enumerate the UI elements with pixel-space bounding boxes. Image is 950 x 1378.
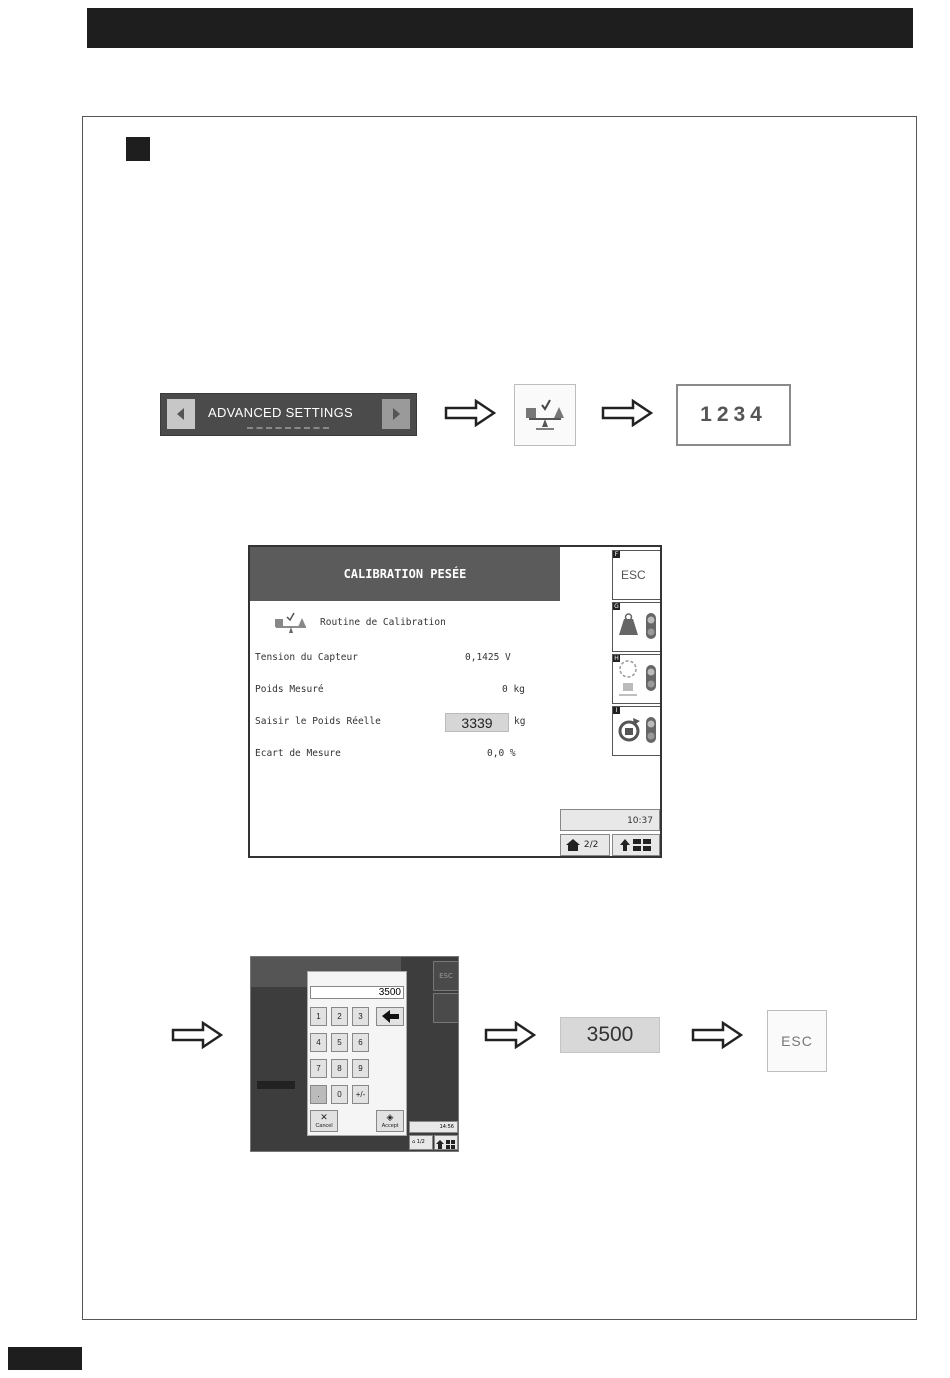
routine-label: Routine de Calibration — [320, 617, 446, 628]
keypad-menu-button[interactable] — [434, 1135, 458, 1150]
dimmed-esc: ESC — [433, 961, 459, 991]
arrow-right-icon — [444, 399, 496, 427]
advanced-settings-bar[interactable] — [160, 393, 417, 436]
row-unit: kg — [514, 716, 526, 727]
home-button[interactable] — [560, 834, 610, 856]
right-arrow-icon[interactable] — [382, 399, 410, 429]
button-tag: I — [613, 707, 620, 714]
row-value: 0,1425 V — [465, 652, 511, 663]
real-weight-input[interactable]: 3339 — [445, 713, 509, 732]
header-bar — [87, 8, 913, 48]
dimmed-input — [257, 1081, 295, 1089]
button-tag: F — [614, 551, 619, 558]
calibration-screen — [248, 545, 662, 858]
key-decimal[interactable]: . — [310, 1085, 327, 1104]
keypad-page: 1/2 — [416, 1139, 425, 1145]
calibrate-toggle-button[interactable] — [612, 706, 660, 756]
row-value: 0 kg — [502, 684, 525, 695]
key-3[interactable]: 3 — [352, 1007, 369, 1026]
key-7[interactable]: 7 — [310, 1059, 327, 1078]
page-indicator: 2/2 — [583, 840, 599, 850]
accept-icon: ◈ — [386, 1112, 394, 1122]
arrow-right-icon — [171, 1021, 223, 1049]
row-label: Poids Mesuré — [255, 684, 324, 695]
key-sign[interactable]: +/- — [352, 1085, 369, 1104]
weigh-scale-icon — [515, 385, 575, 445]
menu-grid-icon — [435, 1138, 457, 1151]
button-tag: G — [614, 603, 619, 610]
key-8[interactable]: 8 — [331, 1059, 348, 1078]
keypad-screen — [250, 956, 459, 1152]
accept-button[interactable] — [376, 1110, 404, 1132]
accept-label: Accept — [381, 1123, 399, 1129]
key-2[interactable]: 2 — [331, 1007, 348, 1026]
key-1[interactable]: 1 — [310, 1007, 327, 1026]
key-4[interactable]: 4 — [310, 1033, 327, 1052]
keypad-home-button[interactable] — [409, 1135, 433, 1150]
section-marker — [126, 137, 150, 161]
numeric-keypad — [307, 971, 407, 1136]
key-9[interactable]: 9 — [352, 1059, 369, 1078]
key-6[interactable]: 6 — [352, 1033, 369, 1052]
cancel-icon: ✕ — [320, 1112, 328, 1122]
cancel-label: Cancel — [315, 1123, 333, 1129]
arrow-right-icon — [484, 1021, 536, 1049]
page-number-tab — [8, 1347, 82, 1370]
button-tag: H — [614, 655, 619, 662]
home-icon: ⌂ — [412, 1139, 416, 1145]
dimmed-side-button — [433, 993, 459, 1023]
advanced-settings-label: ADVANCED SETTINGS — [208, 405, 353, 420]
home-icon — [565, 838, 581, 852]
esc-button[interactable]: ESC — [767, 1010, 827, 1072]
keypad-clock: 14:56 — [409, 1121, 458, 1133]
weigh-scale-button[interactable] — [514, 384, 576, 446]
menu-button[interactable] — [612, 834, 660, 856]
esc-button[interactable] — [612, 550, 660, 600]
left-arrow-icon[interactable] — [167, 399, 195, 429]
weight-toggle-icon — [613, 603, 659, 651]
row-label: Saisir le Poids Réelle — [255, 716, 381, 727]
row-label: Tension du Capteur — [255, 652, 358, 663]
page-dots — [247, 427, 329, 431]
weigh-scale-icon — [272, 609, 312, 635]
row-label: Ecart de Mesure — [255, 748, 341, 759]
esc-label: ESC — [621, 568, 646, 582]
calibrate-toggle-icon — [613, 707, 659, 755]
backspace-icon — [378, 1008, 402, 1025]
arrow-right-icon — [691, 1021, 743, 1049]
key-5[interactable]: 5 — [331, 1033, 348, 1052]
weight-toggle-button[interactable] — [612, 602, 660, 652]
key-0[interactable]: 0 — [331, 1085, 348, 1104]
screen-title: CALIBRATION PESÉE — [250, 547, 560, 601]
backspace-button[interactable] — [376, 1007, 404, 1026]
clock: 10:37 — [560, 809, 660, 831]
keypad-value: 3500 — [310, 986, 404, 999]
result-value: 3500 — [560, 1017, 660, 1053]
row-value: 0,0 % — [487, 748, 516, 759]
arrow-right-icon — [601, 399, 653, 427]
tare-toggle-icon — [613, 655, 659, 703]
cancel-button[interactable] — [310, 1110, 338, 1132]
menu-grid-icon — [619, 837, 653, 853]
code-display: 1234 — [676, 384, 791, 446]
tare-toggle-button[interactable] — [612, 654, 660, 704]
